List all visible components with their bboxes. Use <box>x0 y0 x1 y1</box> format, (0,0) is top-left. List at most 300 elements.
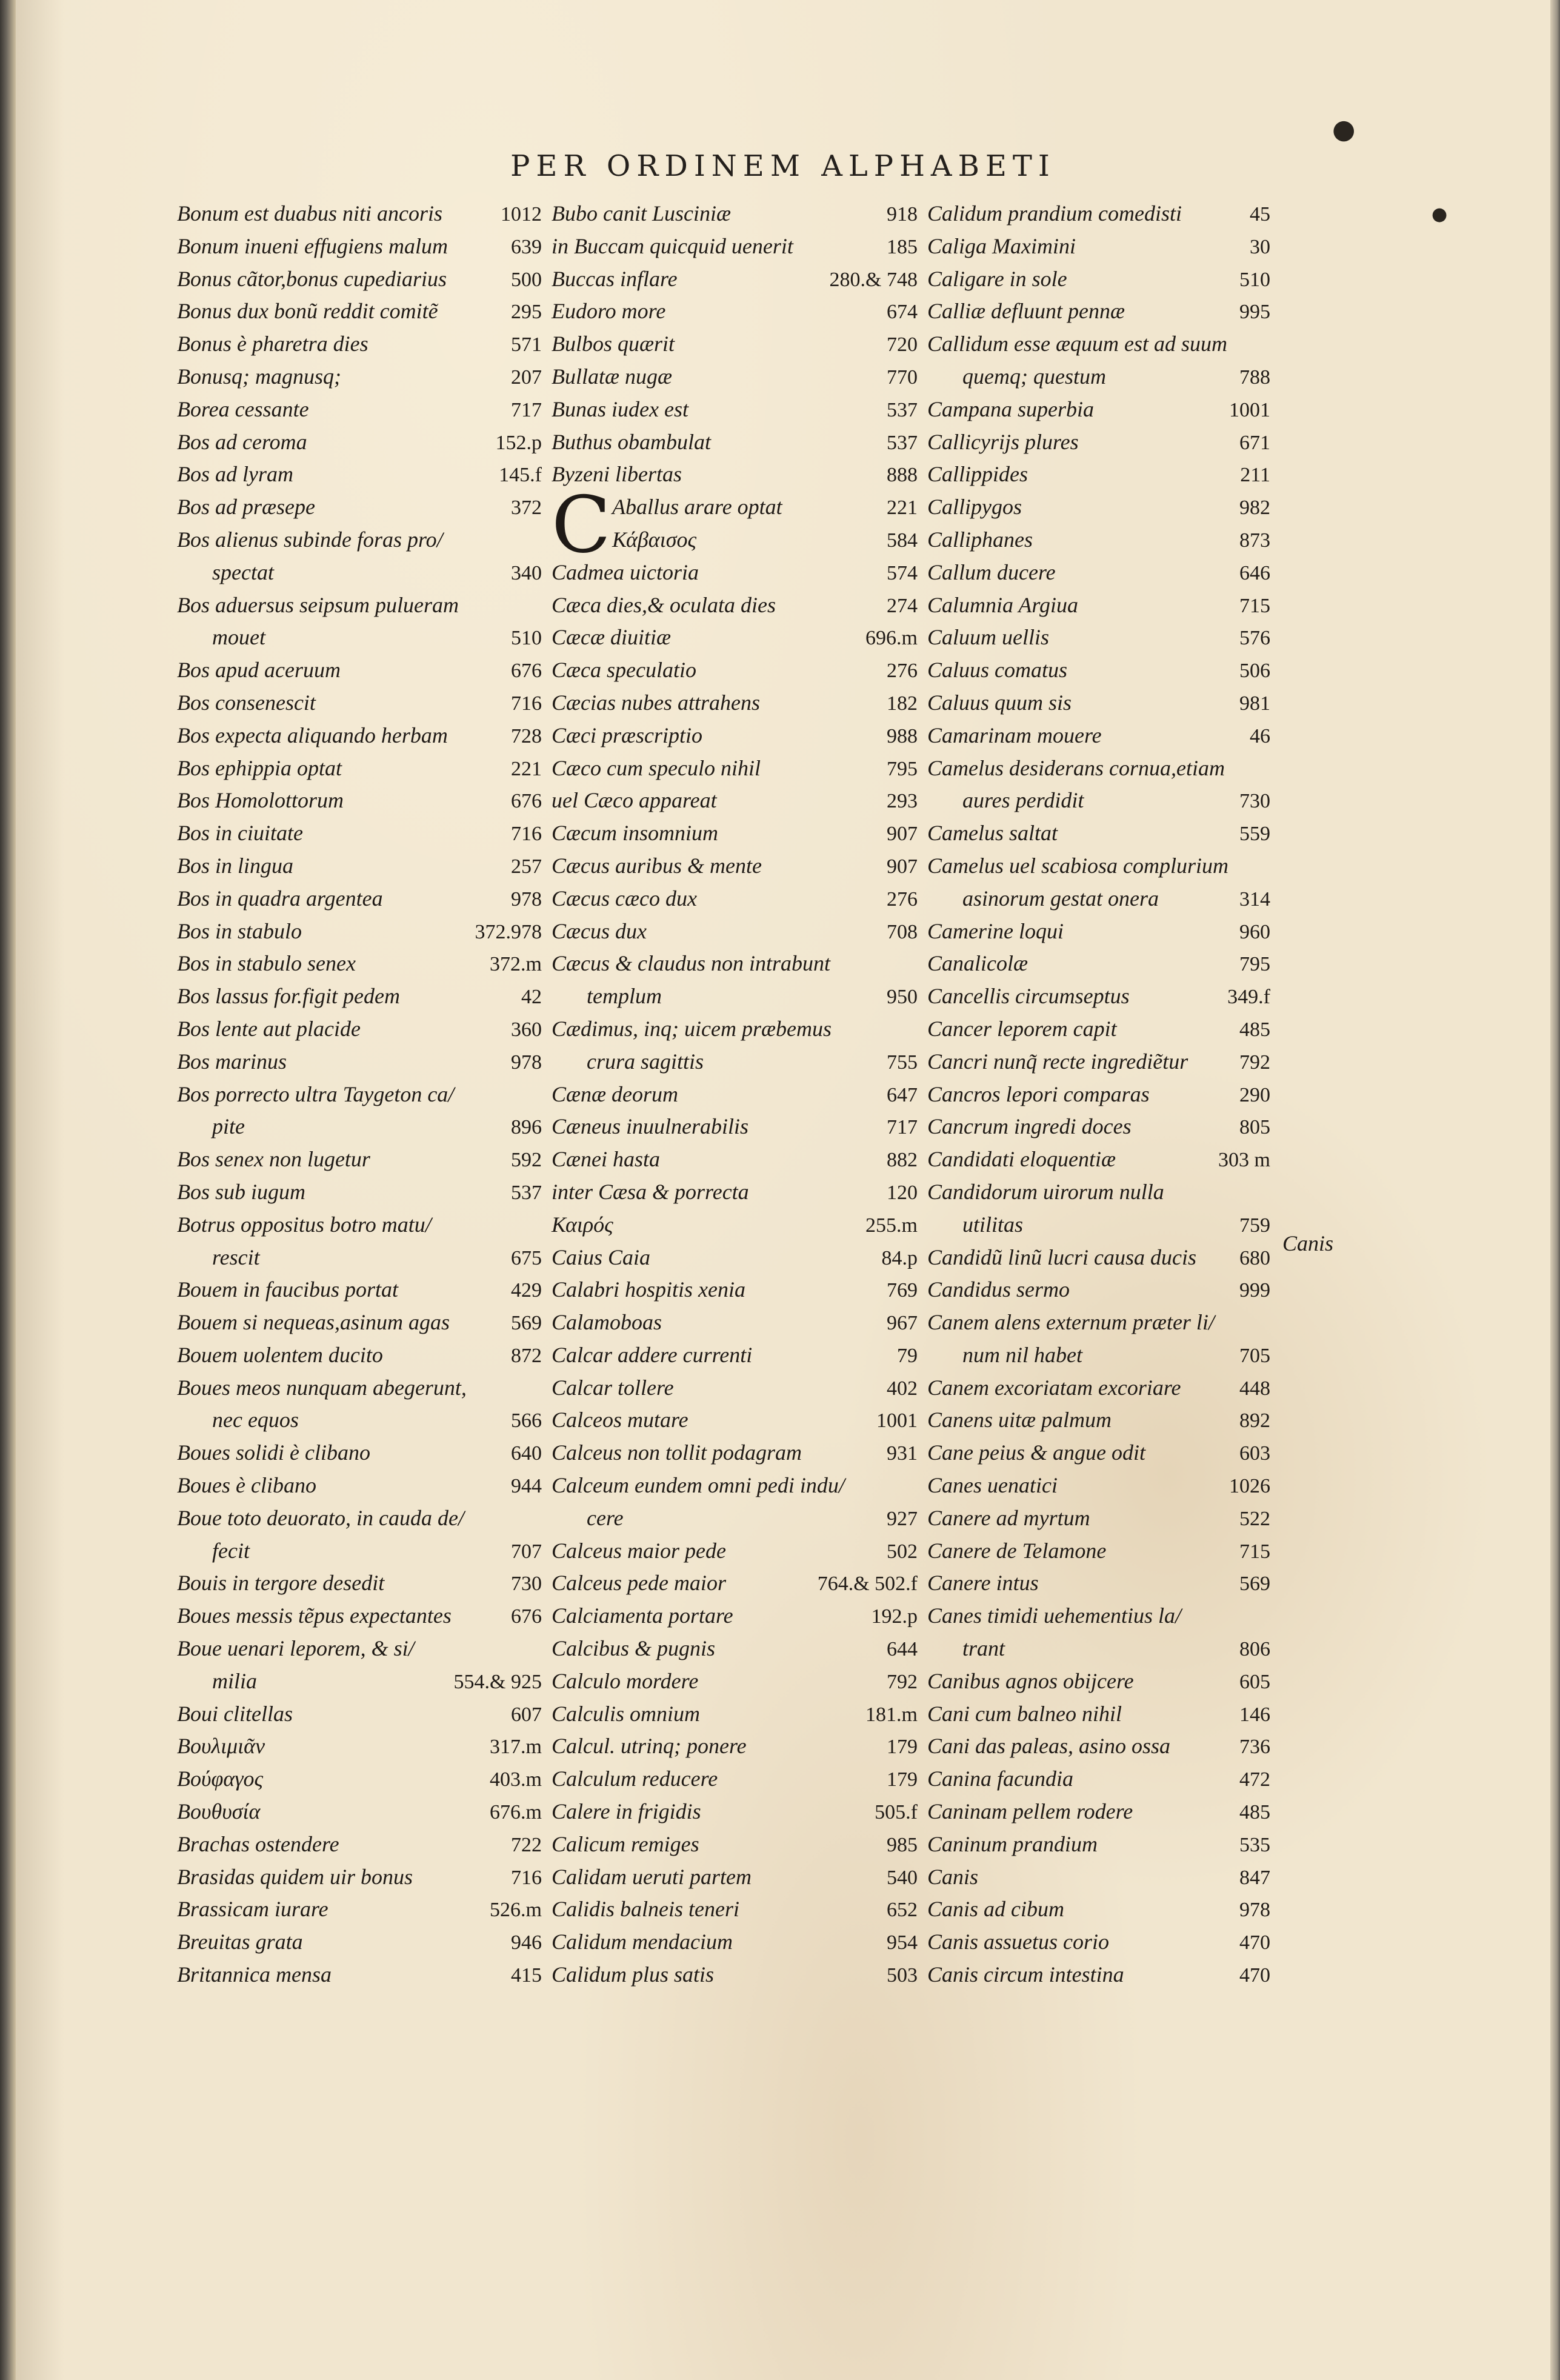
entry-text: Camelus desiderans cornua,etiam <box>927 755 1225 780</box>
index-entry <box>552 230 918 263</box>
index-entry <box>552 1242 918 1274</box>
entry-text: trant <box>962 1636 1005 1661</box>
entry-text: Calicum remiges <box>552 1831 699 1856</box>
index-entry <box>927 850 1270 883</box>
index-entry <box>552 850 918 883</box>
entry-page-number: 295 <box>511 301 542 324</box>
entry-page-number: 182 <box>887 692 918 715</box>
entry-page-number: 45 <box>1250 203 1270 226</box>
index-entry <box>927 491 1270 524</box>
entry-page-number: 485 <box>1239 1801 1270 1824</box>
entry-page-number: 207 <box>511 366 542 389</box>
index-entry <box>927 361 1270 393</box>
entry-text: Caninum prandium <box>927 1831 1098 1856</box>
entry-text: Bouem uolentem ducito <box>177 1342 383 1367</box>
entry-text: Bunas iudex est <box>552 396 688 421</box>
entry-text: Calcar tollere <box>552 1375 674 1400</box>
index-entry <box>927 1665 1270 1698</box>
entry-text: Byzeni libertas <box>552 462 682 487</box>
entry-text: Bonus è pharetra dies <box>177 332 368 356</box>
entry-text: Canere de Telamone <box>927 1538 1107 1563</box>
index-entry <box>552 883 918 915</box>
index-entry <box>552 198 918 230</box>
entry-text: Aballus arare optat <box>612 495 782 520</box>
entry-text: Bos porrecto ultra Taygeton ca/ <box>177 1081 455 1106</box>
index-entry <box>552 1665 918 1698</box>
index-entry <box>552 948 918 980</box>
entry-text: Boues solidi è clibano <box>177 1440 370 1465</box>
entry-page-number: 999 <box>1239 1279 1270 1302</box>
entry-text: Cæca speculatio <box>552 658 696 683</box>
entry-text: Bos sub iugum <box>177 1179 306 1204</box>
entry-text: Cædimus, inq; uicem præbemus <box>552 1016 832 1041</box>
entry-text: Canere intus <box>927 1571 1039 1596</box>
entry-page-number: 255.m <box>865 1214 918 1237</box>
entry-page-number: 927 <box>887 1507 918 1530</box>
index-entry <box>927 1698 1270 1731</box>
index-entry <box>927 426 1270 459</box>
index-entry <box>927 817 1270 850</box>
entry-text: Caninam pellem rodere <box>927 1799 1133 1824</box>
index-entry <box>177 720 542 752</box>
entry-text: Cæcus & claudus non intrabunt <box>552 951 831 976</box>
entry-page-number: 540 <box>887 1866 918 1889</box>
index-column-3 <box>927 198 1270 2259</box>
entry-page-number: 470 <box>1239 1964 1270 1987</box>
index-entry <box>927 1274 1270 1306</box>
index-entry <box>927 720 1270 752</box>
entry-page-number: 707 <box>511 1540 542 1563</box>
entry-text: Calidis balneis teneri <box>552 1897 739 1922</box>
entry-text: Bouem in faucibus portat <box>177 1277 398 1302</box>
entry-text: Calamoboas <box>552 1310 662 1335</box>
index-entry <box>552 1437 918 1469</box>
index-entry <box>927 393 1270 426</box>
entry-page-number: 510 <box>511 627 542 650</box>
page-header: PER ORDINEM ALPHABETI <box>510 149 1056 183</box>
entry-page-number: 569 <box>511 1312 542 1335</box>
index-entry <box>177 1111 542 1143</box>
entry-text: Caluum uellis <box>927 625 1050 650</box>
entry-text: Bouem si nequeas,asinum agas <box>177 1310 450 1335</box>
entry-page-number: 42 <box>521 986 542 1009</box>
entry-text: Bouis in tergore desedit <box>177 1571 385 1596</box>
entry-page-number: 537 <box>887 398 918 421</box>
entry-page-number: 676 <box>511 660 542 683</box>
index-entry <box>927 458 1270 491</box>
entry-page-number: 981 <box>1239 692 1270 715</box>
entry-page-number: 717 <box>887 1116 918 1139</box>
entry-page-number: 372.978 <box>475 920 542 943</box>
index-entry <box>177 1372 542 1405</box>
index-entry <box>177 1633 542 1665</box>
index-entry <box>177 1437 542 1469</box>
index-entry <box>552 1730 918 1763</box>
entry-text: uel Cæco appareat <box>552 788 717 813</box>
index-entry <box>552 1959 918 1991</box>
index-entry <box>927 230 1270 263</box>
entry-page-number: 892 <box>1239 1409 1270 1432</box>
entry-page-number: 730 <box>1239 790 1270 813</box>
entry-text: Britannica mensa <box>177 1962 332 1987</box>
index-entry <box>177 752 542 785</box>
entry-page-number: 303 m <box>1218 1149 1270 1172</box>
index-entry <box>927 621 1270 654</box>
entry-page-number: 181.m <box>865 1703 918 1726</box>
index-entry <box>552 1861 918 1894</box>
entry-page-number: 349.f <box>1227 986 1270 1009</box>
entry-text: Bulbos quærit <box>552 332 675 356</box>
entry-text: Caliga Maximini <box>927 233 1076 258</box>
entry-text: milia <box>212 1668 258 1693</box>
drop-cap-initial: C <box>552 480 611 571</box>
entry-text: Cæca dies,& oculata dies <box>552 592 776 617</box>
entry-page-number: 944 <box>511 1475 542 1498</box>
entry-page-number: 605 <box>1239 1670 1270 1693</box>
entry-page-number: 646 <box>1239 561 1270 584</box>
entry-text: Boui clitellas <box>177 1701 293 1726</box>
entry-text: asinorum gestat onera <box>962 886 1159 911</box>
entry-text: Βουθυσία <box>177 1799 261 1824</box>
entry-page-number: 1001 <box>1229 398 1270 421</box>
entry-text: Boues è clibano <box>177 1473 316 1498</box>
entry-text: Caluus comatus <box>927 658 1068 683</box>
entry-page-number: 372.m <box>490 953 542 976</box>
entry-page-number: 522 <box>1239 1507 1270 1530</box>
index-entry <box>927 295 1270 328</box>
entry-page-number: 950 <box>887 986 918 1009</box>
entry-page-number: 485 <box>1239 1018 1270 1041</box>
entry-page-number: 592 <box>511 1149 542 1172</box>
index-entry <box>927 557 1270 589</box>
entry-text: Calceus pede maior <box>552 1571 726 1596</box>
index-entry <box>552 915 918 948</box>
index-entry <box>177 621 542 654</box>
entry-text: Calidum mendacium <box>552 1930 733 1954</box>
entry-text: templum <box>587 984 662 1009</box>
index-entry <box>552 1209 918 1242</box>
entry-text: Caluus quum sis <box>927 690 1072 715</box>
entry-text: Calere in frigidis <box>552 1799 701 1824</box>
index-entry <box>927 1437 1270 1469</box>
index-entry <box>552 1143 918 1176</box>
entry-text: Candidus sermo <box>927 1277 1070 1302</box>
entry-text: utilitas <box>962 1212 1024 1237</box>
index-entry <box>927 1013 1270 1046</box>
entry-page-number: 680 <box>1239 1246 1270 1269</box>
index-entry <box>927 198 1270 230</box>
entry-text: Calceus non tollit podagram <box>552 1440 802 1465</box>
entry-text: Bos Homolottorum <box>177 788 344 813</box>
index-entry <box>552 1111 918 1143</box>
index-entry <box>927 328 1270 361</box>
entry-text: Buccas inflare <box>552 266 678 291</box>
entry-text: spectat <box>212 560 274 584</box>
entry-page-number: 806 <box>1239 1638 1270 1661</box>
index-entry <box>177 557 542 589</box>
index-entry <box>177 295 542 328</box>
index-entry <box>552 1372 918 1405</box>
entry-text: Cani cum balneo nihil <box>927 1701 1122 1726</box>
entry-page-number: 574 <box>887 561 918 584</box>
entry-page-number: 120 <box>887 1181 918 1204</box>
entry-text: Bos lassus for.figit pedem <box>177 984 401 1009</box>
index-entry <box>177 1828 542 1861</box>
index-entry <box>552 720 918 752</box>
entry-page-number: 537 <box>511 1181 542 1204</box>
entry-page-number: 676 <box>511 790 542 813</box>
entry-text: Candidũ linũ lucri causa ducis <box>927 1245 1196 1269</box>
entry-text: Bos ad lyram <box>177 462 293 487</box>
index-entry <box>927 1046 1270 1078</box>
entry-page-number: 722 <box>511 1833 542 1856</box>
entry-page-number: 1001 <box>876 1409 918 1432</box>
entry-text: Bos marinus <box>177 1049 287 1074</box>
entry-page-number: 907 <box>887 823 918 846</box>
entry-page-number: 559 <box>1239 823 1270 846</box>
entry-text: Canalicolæ <box>927 951 1028 976</box>
entry-page-number: 770 <box>887 366 918 389</box>
entry-page-number: 716 <box>511 823 542 846</box>
entry-text: Candidati eloquentiæ <box>927 1147 1116 1172</box>
index-entry <box>927 1404 1270 1437</box>
index-entry <box>552 1274 918 1306</box>
entry-page-number: 675 <box>511 1246 542 1269</box>
entry-page-number: 500 <box>511 268 542 291</box>
entry-page-number: 257 <box>511 855 542 878</box>
entry-text: Κάβαισος <box>612 527 697 552</box>
index-entry <box>927 524 1270 557</box>
index-entry <box>927 980 1270 1013</box>
entry-text: Camelus saltat <box>927 821 1058 846</box>
index-entry <box>177 1469 542 1502</box>
entry-page-number: 720 <box>887 333 918 356</box>
entry-text: Bos in quadra argentea <box>177 886 383 911</box>
index-entry <box>177 948 542 980</box>
index-entry <box>177 1926 542 1959</box>
entry-text: Calceos mutare <box>552 1408 688 1432</box>
index-entry <box>927 1111 1270 1143</box>
index-entry <box>552 1013 918 1046</box>
entry-text: Bos senex non lugetur <box>177 1147 370 1172</box>
index-entry <box>177 1861 542 1894</box>
index-entry <box>927 1828 1270 1861</box>
entry-text: Brassicam iurare <box>177 1897 328 1922</box>
entry-text: Caius Caia <box>552 1245 651 1269</box>
entry-text: cere <box>587 1505 624 1530</box>
entry-text: Canis circum intestina <box>927 1962 1124 1987</box>
entry-page-number: 792 <box>1239 1051 1270 1074</box>
entry-text: Bonum est duabus niti ancoris <box>177 201 442 226</box>
entry-page-number: 705 <box>1239 1344 1270 1367</box>
index-entry <box>177 1143 542 1176</box>
entry-page-number: 603 <box>1239 1442 1270 1465</box>
entry-text: fecit <box>212 1538 250 1563</box>
entry-text: Calidam ueruti partem <box>552 1864 752 1889</box>
entry-page-number: 882 <box>887 1149 918 1172</box>
entry-page-number: 152.p <box>495 431 542 454</box>
index-entry <box>177 1046 542 1078</box>
index-entry <box>927 1600 1270 1633</box>
entry-text: Bos in stabulo <box>177 918 302 943</box>
index-entry <box>552 328 918 361</box>
index-entry <box>177 328 542 361</box>
entry-page-number: 569 <box>1239 1573 1270 1596</box>
index-entry <box>552 361 918 393</box>
entry-text: Callicyrijs plures <box>927 429 1079 454</box>
entry-text: Canes timidi uehementius la/ <box>927 1603 1181 1628</box>
entry-page-number: 805 <box>1239 1116 1270 1139</box>
index-entry <box>927 1926 1270 1959</box>
index-entry <box>177 1176 542 1209</box>
entry-text: Breuitas grata <box>177 1930 303 1954</box>
index-entry <box>927 1893 1270 1926</box>
entry-page-number: 896 <box>511 1116 542 1139</box>
entry-text: Cancri nunq̃ recte ingrediẽtur <box>927 1049 1188 1074</box>
entry-text: Calliphanes <box>927 527 1033 552</box>
entry-text: rescit <box>212 1245 260 1269</box>
entry-page-number: 730 <box>511 1573 542 1596</box>
entry-text: Cæneus inuulnerabilis <box>552 1114 749 1139</box>
index-entry <box>927 1372 1270 1405</box>
index-entry <box>177 1567 542 1600</box>
index-entry <box>177 883 542 915</box>
index-entry <box>927 948 1270 980</box>
entry-text: Canis assuetus corio <box>927 1930 1110 1954</box>
book-page <box>16 0 1550 2380</box>
index-entry <box>552 1535 918 1568</box>
entry-page-number: 639 <box>511 235 542 258</box>
entry-text: Boues messis tẽpus expectantes <box>177 1603 452 1628</box>
index-entry <box>927 1633 1270 1665</box>
entry-page-number: 340 <box>511 561 542 584</box>
index-entry <box>177 1404 542 1437</box>
index-entry <box>927 1535 1270 1568</box>
index-entry <box>177 589 542 622</box>
entry-text: Cæcias nubes attrahens <box>552 690 761 715</box>
index-entry <box>552 1502 918 1535</box>
entry-page-number: 145.f <box>499 464 542 487</box>
entry-page-number: 1026 <box>1229 1475 1270 1498</box>
index-entry <box>552 1763 918 1796</box>
entry-text: quemq; questum <box>962 364 1106 389</box>
ink-dot-mark: ● <box>1332 114 1356 145</box>
entry-text: Calculis omnium <box>552 1701 701 1726</box>
entry-text: Calidum plus satis <box>552 1962 715 1987</box>
index-entry <box>552 1339 918 1372</box>
entry-text: Cancer leporem capit <box>927 1016 1117 1041</box>
index-entry <box>177 817 542 850</box>
entry-page-number: 676 <box>511 1605 542 1628</box>
index-entry <box>927 1959 1270 1991</box>
entry-text: Bos apud aceruum <box>177 658 341 683</box>
entry-text: mouet <box>212 625 265 650</box>
entry-text: Boue uenari leporem, & si/ <box>177 1636 415 1661</box>
entry-text: Buthus obambulat <box>552 429 712 454</box>
index-entry <box>177 1796 542 1828</box>
entry-page-number: 30 <box>1250 235 1270 258</box>
entry-text: Boue toto deuorato, in cauda de/ <box>177 1505 464 1530</box>
entry-text: Camelus uel scabiosa complurium <box>927 853 1228 878</box>
index-entry <box>177 1013 542 1046</box>
entry-text: Cæci præscriptio <box>552 723 703 747</box>
entry-text: Cænei hasta <box>552 1147 661 1172</box>
entry-text: Canem excoriatam excoriare <box>927 1375 1181 1400</box>
entry-page-number: 978 <box>1239 1899 1270 1922</box>
entry-page-number: 647 <box>887 1083 918 1106</box>
index-entry <box>927 784 1270 817</box>
entry-page-number: 717 <box>511 398 542 421</box>
entry-page-number: 708 <box>887 920 918 943</box>
entry-text: Bos ephippia optat <box>177 755 342 780</box>
entry-page-number: 696.m <box>865 627 918 650</box>
catchword: Canis <box>1282 1231 1333 1255</box>
entry-page-number: 402 <box>887 1377 918 1400</box>
index-entry <box>552 817 918 850</box>
entry-page-number: 873 <box>1239 529 1270 552</box>
entry-text: Botrus oppositus botro matu/ <box>177 1212 432 1237</box>
index-entry <box>552 1078 918 1111</box>
entry-text: Calcar addere currenti <box>552 1342 753 1367</box>
index-entry <box>177 784 542 817</box>
index-entry <box>552 589 918 622</box>
entry-page-number: 736 <box>1239 1736 1270 1759</box>
entry-text: Cæcus dux <box>552 918 647 943</box>
entry-page-number: 221 <box>511 757 542 780</box>
entry-page-number: 988 <box>887 724 918 747</box>
index-entry <box>927 1078 1270 1111</box>
index-entry <box>552 1567 918 1600</box>
index-entry <box>927 1306 1270 1339</box>
entry-page-number: 576 <box>1239 627 1270 650</box>
entry-text: Cæcæ diuitiæ <box>552 625 672 650</box>
index-entry <box>177 1306 542 1339</box>
index-entry <box>927 1567 1270 1600</box>
entry-text: Canem alens externum præter li/ <box>927 1310 1215 1335</box>
entry-text: Calabri hospitis xenia <box>552 1277 746 1302</box>
entry-page-number: 769 <box>887 1279 918 1302</box>
index-entry <box>552 1893 918 1926</box>
entry-text: Cæco cum speculo nihil <box>552 755 761 780</box>
entry-text: Calumnia Argiua <box>927 592 1079 617</box>
entry-text: Callidum esse æquum est ad suum <box>927 332 1227 356</box>
index-entry <box>552 1698 918 1731</box>
entry-text: Βουλιμιᾶν <box>177 1734 265 1759</box>
entry-text: Cænæ deorum <box>552 1081 679 1106</box>
entry-text: Caligare in sole <box>927 266 1067 291</box>
index-entry <box>552 1600 918 1633</box>
index-entry <box>927 589 1270 622</box>
entry-page-number: 537 <box>887 431 918 454</box>
entry-text: Calciamenta portare <box>552 1603 733 1628</box>
index-entry <box>177 361 542 393</box>
index-entry <box>177 850 542 883</box>
entry-text: Cancrum ingredi doces <box>927 1114 1132 1139</box>
entry-page-number: 290 <box>1239 1083 1270 1106</box>
entry-page-number: 795 <box>1239 953 1270 976</box>
index-entry <box>177 915 542 948</box>
entry-page-number: 566 <box>511 1409 542 1432</box>
entry-text: Bubo canit Lusciniæ <box>552 201 731 226</box>
entry-page-number: 985 <box>887 1833 918 1856</box>
entry-text: Calculum reducere <box>552 1767 718 1791</box>
entry-page-number: 276 <box>887 660 918 683</box>
index-entry <box>177 426 542 459</box>
entry-text: Bos expecta aliquando herbam <box>177 723 448 747</box>
entry-page-number: 995 <box>1239 301 1270 324</box>
entry-page-number: 372 <box>511 496 542 520</box>
index-entry <box>552 393 918 426</box>
